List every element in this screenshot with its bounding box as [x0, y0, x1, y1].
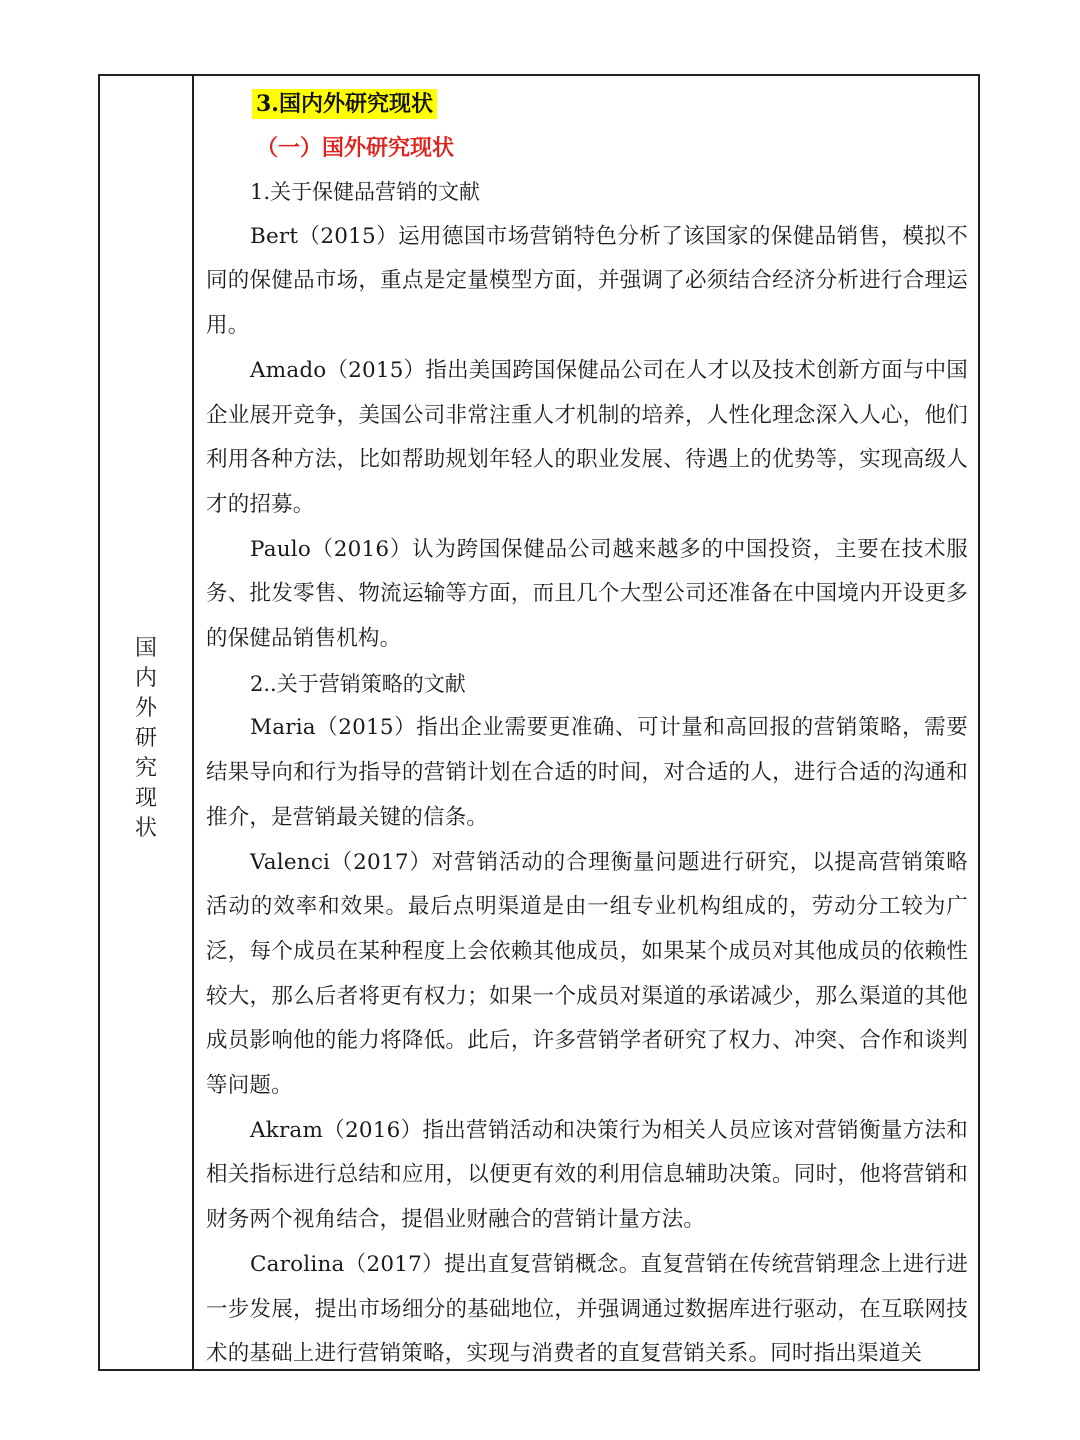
left-label-char: 外: [134, 695, 157, 721]
paragraph: Amado（2015）指出美国跨国保健品公司在人才以及技术创新方面与中国企业展开竞争，美国公司非常注重人才机制的培养，人性化理念深入人心，他们利用各种方法，比如帮助规划年轻人的职业发展、待遇上的优势等，实现高级人才的招募。: [206, 357, 968, 517]
left-label-char: 究: [134, 755, 157, 781]
left-label-char: 状: [134, 815, 157, 841]
sub1-title: 1.关于保健品营销的文献: [250, 180, 481, 204]
subsection-title: （一）国外研究现状: [256, 135, 455, 161]
left-label: [135, 602, 157, 844]
paragraph: Maria（2015）指出企业需要更准确、可计量和高回报的营销策略，需要结果导向和行为指导的营销计划在合适的时间，对合适的人，进行合适的沟通和推介，是营销最关键的信条。: [206, 715, 968, 830]
research-table: [98, 74, 980, 1371]
paragraph: Akram（2016）指出营销活动和决策行为相关人员应该对营销衡量方法和相关指标进行总结和应用，以便更有效的利用信息辅助决策。同时，他将营销和财务两个视角结合，提倡业财融合的营销计量方法。: [206, 1117, 968, 1233]
paragraph: Bert（2015）运用德国市场营销特色分析了该国家的保健品销售，模拟不同的保健品市场，重点是定量模型方面，并强调了必须结合经济分析进行合理运用。: [206, 223, 968, 339]
left-label-char: 内: [134, 665, 157, 691]
left-label-char: 国: [134, 635, 157, 661]
part1-paragraphs: [206, 215, 968, 662]
sub2-title: 2..关于营销策略的文献: [250, 671, 466, 696]
left-label-char: 研: [134, 725, 157, 751]
paragraph: Paulo（2016）认为跨国保健品公司越来越多的中国投资，主要在技术服务、批发零售、物流运输等方面，而且几个大型公司还准备在中国境内开设更多的保健品销售机构。: [206, 536, 968, 652]
section-title-text: 3.国内外研究现状: [252, 89, 437, 119]
left-label-char: 现: [134, 785, 157, 811]
part2-paragraphs: [206, 706, 968, 1369]
section-title: [206, 82, 968, 126]
paragraph: Carolina（2017）提出直复营销概念。直复营销在传统营销理念上进行进一步发展，提出市场细分的基础地位，并强调通过数据库进行驱动，在互联网技术的基础上进行营销策略，实现与消费者的直复营销关系。同时指出渠道关: [206, 1251, 968, 1367]
content-cell: [194, 76, 978, 1369]
left-label-cell: [100, 76, 194, 1369]
paragraph: Valenci（2017）对营销活动的合理衡量问题进行研究，以提高营销策略活动的效率和效果。最后点明渠道是由一组专业机构组成的，劳动分工较为广泛，每个成员在某种程度上会依赖其他成员，如果某个成员对其他成员的依赖性较大，那么后者将更有权力；如果一个成员对渠道的承诺减少，那么渠道的其他成员影响他的能力将降低。此后，许多营销学者研究了权力、冲突、合作和谈判等问题。: [206, 849, 968, 1099]
